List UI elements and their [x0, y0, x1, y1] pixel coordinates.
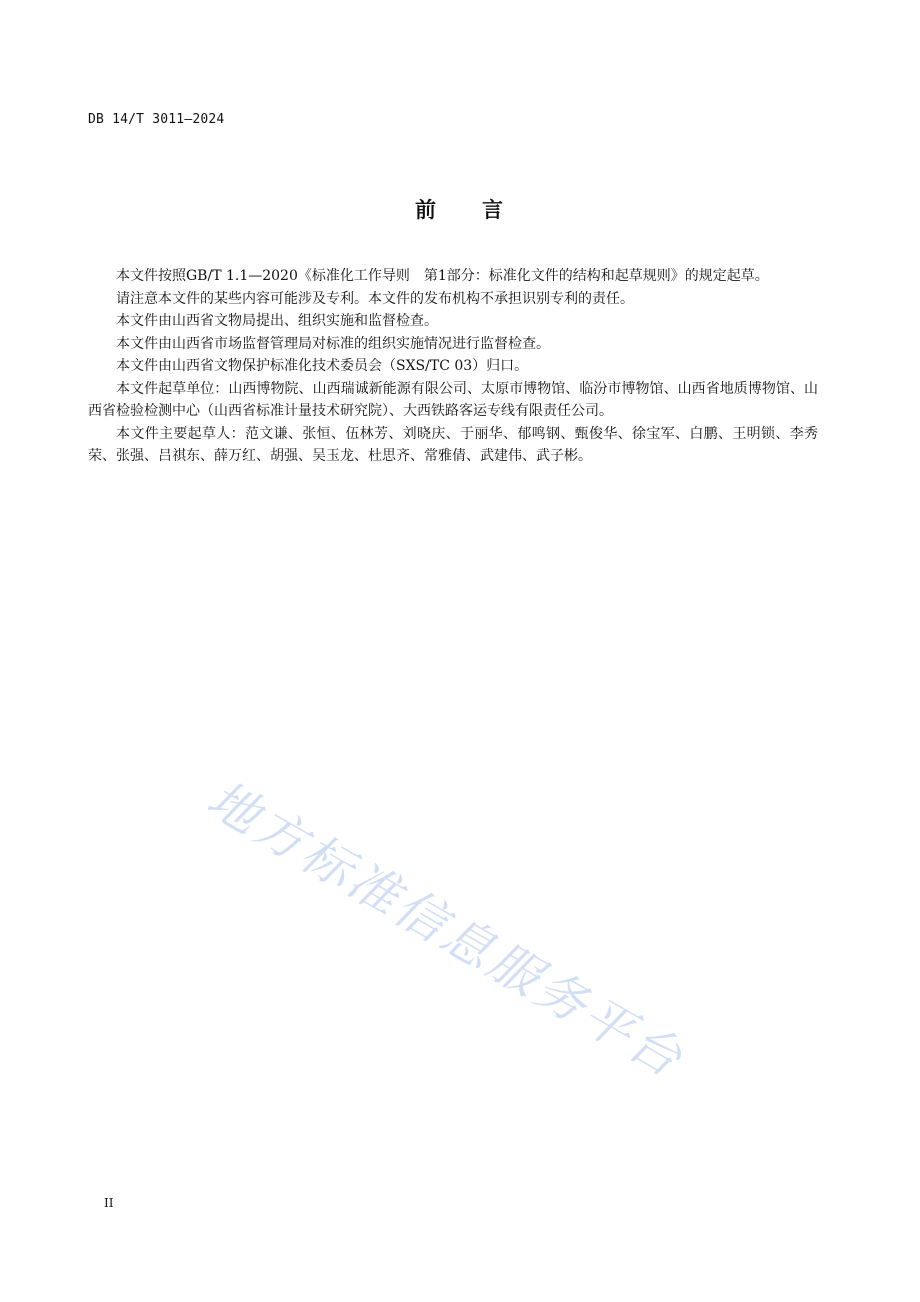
paragraph-drafters: 本文件主要起草人：范文谦、张恒、伍林芳、刘晓庆、于丽华、郁鸣钢、甄俊华、徐宝军、白鹏、王明锁、李秀荣、张强、吕祺东、薛万红、胡强、吴玉龙、杜思齐、常雅倩、武建伟、武子彬。: [88, 425, 818, 464]
paragraph-drafting-units: 本文件起草单位：山西博物院、山西瑞诚新能源有限公司、太原市博物馆、临汾市博物馆、山西省地质博物馆、山西省检验检测中心（山西省标准计量技术研究院）、大西铁路客运专线有限责任公司。: [88, 380, 818, 419]
paragraph-drafting-rule: 本文件按照GB/T 1.1—2020《标准化工作导则 第1部分：标准化文件的结构和起草规则》的规定起草。: [116, 268, 769, 284]
paragraph-patent-notice: 请注意本文件的某些内容可能涉及专利。本文件的发布机构不承担识别专利的责任。: [116, 290, 634, 307]
page-number: II: [104, 1196, 114, 1210]
title-char-2: 言: [482, 198, 505, 222]
paragraph-committee: 本文件由山西省文物保护标准化技术委员会（SXS/TC 03）归口。: [116, 358, 529, 374]
paragraph-supervision: 本文件由山西省市场监督管理局对标准的组织实施情况进行监督检查。: [116, 335, 550, 352]
document-code: DB 14/T 3011—2024: [88, 112, 225, 127]
page-title: [0, 194, 920, 224]
watermark-text: 地方标准信息服务平台: [197, 769, 695, 1090]
preface-body: [88, 265, 818, 468]
paragraph-proposer: 本文件由山西省文物局提出、组织实施和监督检查。: [116, 313, 438, 329]
title-char-1: 前: [415, 198, 438, 222]
